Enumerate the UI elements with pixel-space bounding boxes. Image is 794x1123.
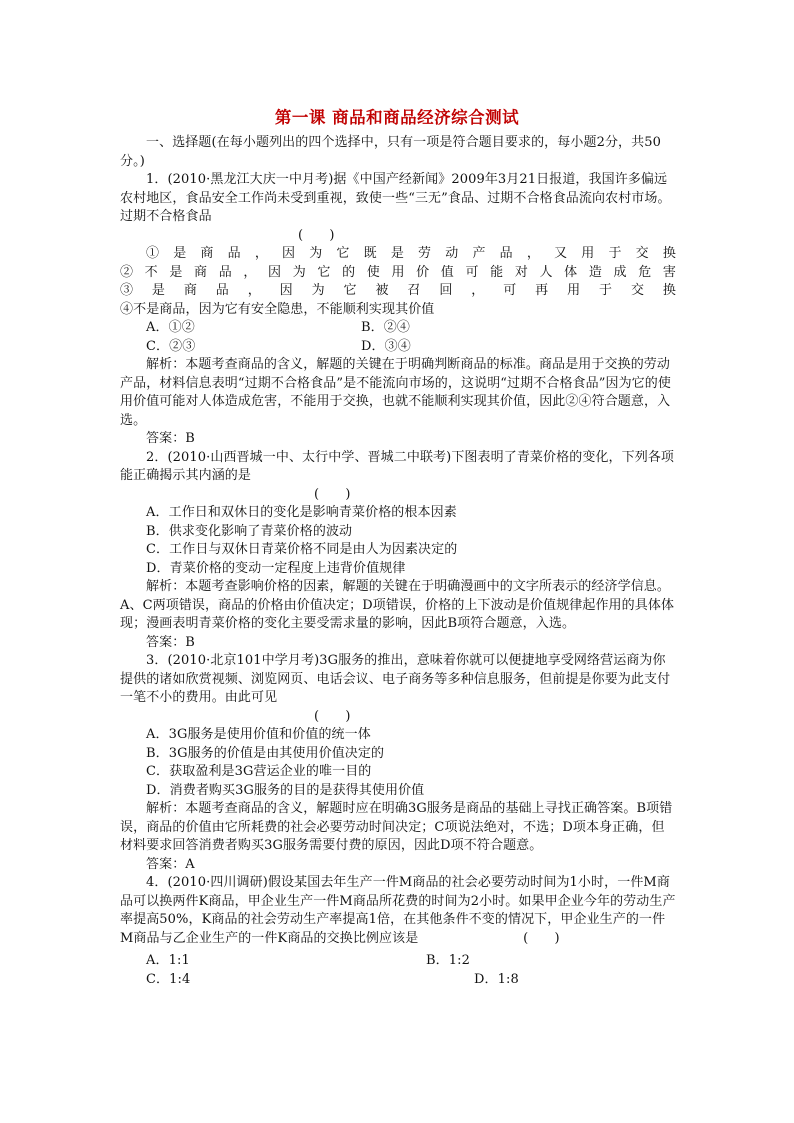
question-2-stem: 2．(2010·山西晋城一中、太行中学、晋城二中联考)下图表明了青菜价格的变化，下列各项能正确揭示其内涵的是: [120, 449, 675, 483]
question-1-statement-1: ①是商品，因为它既是劳动产品，又用于交换: [146, 246, 676, 261]
question-4-option-d: D．1:8: [474, 971, 519, 987]
question-4-option-a: A．1:1: [146, 953, 190, 968]
document-body: [120, 134, 676, 989]
question-1-option-c: C．②③: [146, 338, 196, 354]
question-3-answer: 答案：A: [146, 856, 195, 872]
question-1-statement-4: ④不是商品，因为它有安全隐患，不能顺利实现其价值: [120, 301, 435, 317]
question-4-stem: 4．(2010·四川调研)假设某国去年生产一件M商品的社会必要劳动时间为1小时，一件M商品可以换两件K商品，甲企业生产一件M商品所花费的时间为2小时。如果甲企业今年的劳动生产率提高50%，K商品的社会劳动生产率提高1倍，在其他条件不变的情况下，甲企业生产的一件M商品与乙企业生产的一件K商品的交换比例应该是 ( ): [120, 875, 676, 946]
question-3-option-a: A．3G服务是使用价值和价值的统一体: [146, 727, 371, 742]
question-1-statement-2: ②不是商品，因为它的使用价值可能对人体造成危害: [120, 264, 676, 280]
question-2-option-c: C．工作日与双休日青菜价格不同是由人为因素决定的: [146, 542, 458, 557]
question-1-stem: 1．(2010·黑龙江大庆一中月考)据《中国产经新闻》2009年3月21日报道，我国许多偏远农村地区，食品安全工作尚未受到重视，致使一些“三无”食品、过期不合格食品流向农村市场。过期不合格食品: [120, 172, 671, 224]
question-4-option-b: B．1:2: [426, 953, 470, 968]
question-3-option-b: B．3G服务的价值是由其使用价值决定的: [146, 745, 385, 761]
question-4-options-row-1: [120, 952, 676, 971]
question-2-option-d: D．青菜价格的变动一定程度上违背价值规律: [146, 560, 406, 576]
question-3-stem: 3．(2010·北京101中学月考)3G服务的推出，意味着你就可以便捷地享受网络营运商为你提供的诸如欣赏视频、浏览网页、电话会议、电子商务等多种信息服务，但前提是你要为此支付一笔不小的费用。由此可见: [120, 653, 671, 705]
question-3-analysis: 解析：本题考查商品的含义，解题时应在明确3G服务是商品的基础上寻找正确答案。B项错误，商品的价值由它所耗费的社会必要劳动时间决定；C项说法绝对，不选；D项本身正确，但材料要求回答消费者购买3G服务需要付费的原因，因此D项不符合题意。: [120, 801, 673, 853]
question-2-option-b: B．供求变化影响了青菜价格的波动: [146, 523, 353, 539]
question-2-answer: 答案：B: [146, 634, 195, 650]
question-2-analysis: 解析：本题考查影响价格的因素，解题的关键在于明确漫画中的文字所表示的经济学信息。A、C两项错误，商品的价格由价值决定；D项错误，价格的上下波动是价值规律起作用的具体体现；漫画表明青菜价格的变化主要受需求量的影响，因此B项符合题意，入选。: [120, 579, 675, 631]
question-4-option-c: C．1:4: [146, 971, 191, 987]
section-heading: 一、选择题(在每小题列出的四个选择中，只有一项是符合题目要求的，每小题2分，共50分。): [120, 135, 661, 169]
question-1-option-d: D．③④: [361, 338, 411, 354]
question-1-answer: 答案：B: [146, 431, 195, 446]
question-1-options-row-1: [120, 319, 676, 338]
question-2-blank: ( ): [314, 486, 351, 502]
question-3-option-c: C．获取盈利是3G营运企业的唯一目的: [146, 764, 372, 779]
question-4-options-row-2: [120, 971, 676, 990]
question-3-blank: ( ): [314, 708, 351, 724]
question-1-statement-3: ③是商品，因为它被召回，可再用于交换: [120, 283, 676, 298]
question-1-option-a: A．①②: [146, 320, 195, 335]
question-1-blank: ( ): [298, 227, 335, 243]
question-2-option-a: A．工作日和双休日的变化是影响青菜价格的根本因素: [146, 505, 457, 520]
question-1-options-row-2: [120, 338, 676, 357]
question-1-option-b: B．②④: [361, 320, 410, 335]
question-3-option-d: D．消费者购买3G服务的目的是获得其使用价值: [146, 782, 425, 798]
question-1-analysis: 解析：本题考查商品的含义，解题的关键在于明确判断商品的标准。商品是用于交换的劳动产品，材料信息表明“过期不合格食品”是不能流向市场的，这说明“过期不合格食品”因为它的使用价值可能对人体造成危害，不能用于交换，也就不能顺利实现其价值，因此②④符合题意，入选。: [120, 357, 671, 428]
page-title: 第一课 商品和商品经济综合测试: [274, 108, 520, 127]
